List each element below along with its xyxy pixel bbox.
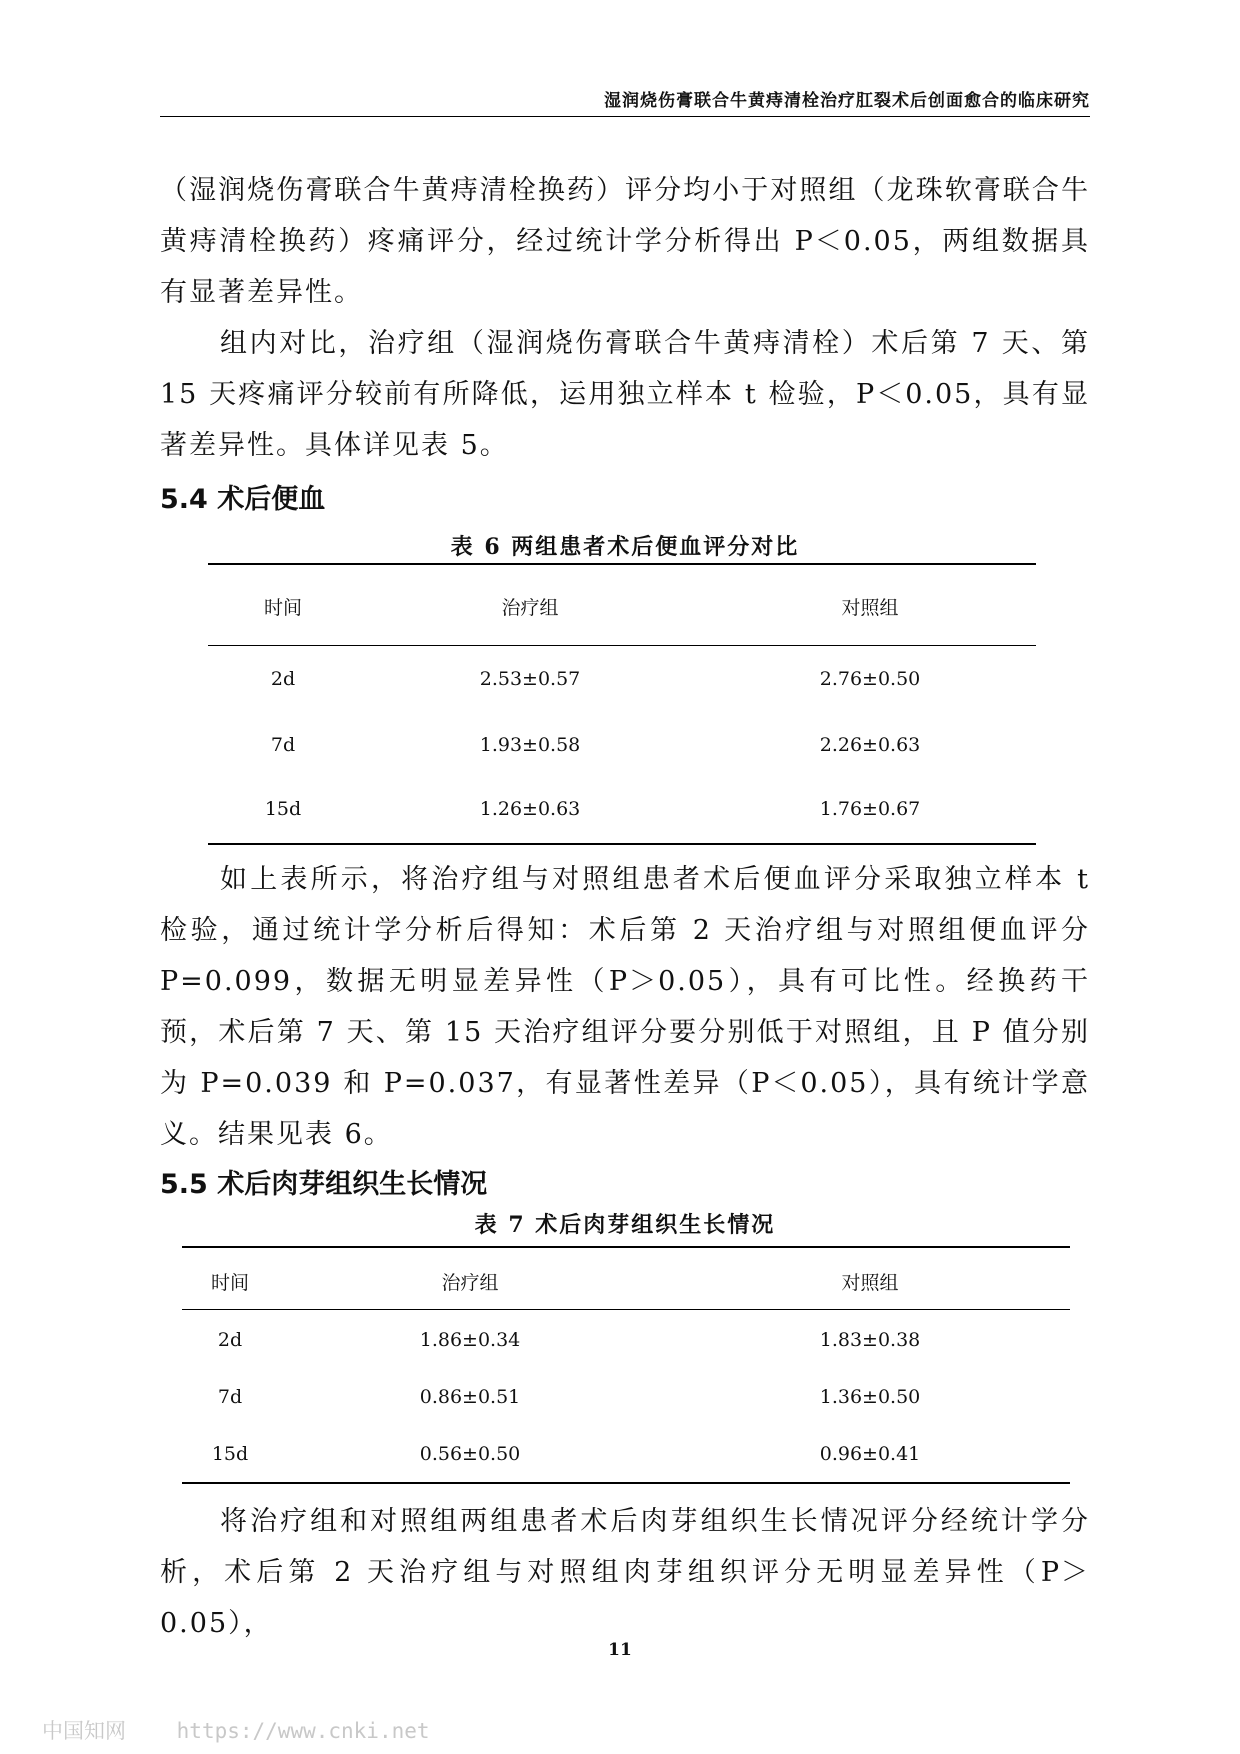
section-heading-5-4: 5.4 术后便血 xyxy=(160,484,326,515)
table-7-cell: 0.96±0.41 xyxy=(819,1443,921,1465)
table-6-header-rule xyxy=(208,645,1036,646)
header-rule xyxy=(160,116,1090,117)
table-7-header-control: 对照组 xyxy=(841,1272,899,1294)
table-7-cell: 1.83±0.38 xyxy=(819,1329,921,1351)
watermark-url: https://www.cnki.net xyxy=(176,1719,430,1743)
paragraph-1: （湿润烧伤膏联合牛黄痔清栓换药）评分均小于对照组（龙珠软膏联合牛黄痔清栓换药）疼痛评分，经过统计学分析得出 P＜0.05，两组数据具有显著差异性。 xyxy=(160,175,1090,308)
paragraph-2: 组内对比，治疗组（湿润烧伤膏联合牛黄痔清栓）术后第 7 天、第 15 天疼痛评分较前有所降低，运用独立样本 t 检验，P＜0.05，具有显著差异性。具体详见表 5。 xyxy=(160,328,1090,461)
cnki-watermark xyxy=(42,1715,430,1745)
table-6-cell: 1.93±0.58 xyxy=(479,734,581,756)
table-6-top-rule xyxy=(208,563,1036,565)
table-7-cell: 1.86±0.34 xyxy=(419,1329,521,1351)
table-7-bottom-rule xyxy=(182,1482,1070,1484)
table-7-header-treatment: 治疗组 xyxy=(441,1272,499,1294)
paragraph-4: 将治疗组和对照组两组患者术后肉芽组织生长情况评分经统计学分析，术后第 2 天治疗组与对照组肉芽组织评分无明显差异性（P＞0.05）， xyxy=(160,1506,1090,1639)
table-7-header-rule xyxy=(182,1309,1070,1310)
table-7-header-time: 时间 xyxy=(210,1272,249,1294)
table-7-caption: 表 7 术后肉芽组织生长情况 xyxy=(474,1212,776,1238)
table-7-cell: 7d xyxy=(217,1386,243,1408)
table-6-cell: 2.26±0.63 xyxy=(819,734,921,756)
table-7-cell: 15d xyxy=(211,1443,249,1465)
paragraph-3: 如上表所示，将治疗组与对照组患者术后便血评分采取独立样本 t 检验，通过统计学分析后得知：术后第 2 天治疗组与对照组便血评分 P=0.099，数据无明显差异性（P＞0.05），具有可比性。经换药干预，术后第 7 天、第 15 天治疗组评分要分别低于对照组，且 P 值分别为 P=0.039 和 P=0.037，有显著性差异（P＜0.05），具有统计学意义。结果见表 6。 xyxy=(160,864,1090,1150)
table-6-bottom-rule xyxy=(208,843,1036,845)
watermark-brand: 中国知网 xyxy=(42,1719,126,1743)
section-heading-5-5: 5.5 术后肉芽组织生长情况 xyxy=(160,1169,488,1200)
table-6-header-time: 时间 xyxy=(263,597,302,619)
table-6-cell: 1.76±0.67 xyxy=(819,798,921,820)
table-6-header-treatment: 治疗组 xyxy=(501,597,559,619)
table-6-cell: 2d xyxy=(270,668,296,690)
table-7-cell: 1.36±0.50 xyxy=(819,1386,921,1408)
table-6-header-control: 对照组 xyxy=(841,597,899,619)
running-title: 湿润烧伤膏联合牛黄痔清栓治疗肛裂术后创面愈合的临床研究 xyxy=(604,91,1090,111)
table-6-cell: 1.26±0.63 xyxy=(479,798,581,820)
table-6-cell: 15d xyxy=(264,798,302,820)
table-6-caption: 表 6 两组患者术后便血评分对比 xyxy=(450,534,800,560)
table-7-cell: 0.86±0.51 xyxy=(419,1386,521,1408)
table-7-top-rule xyxy=(182,1246,1070,1248)
page-number: 11 xyxy=(608,1640,632,1660)
table-6-cell: 2.76±0.50 xyxy=(819,668,921,690)
table-6-cell: 2.53±0.57 xyxy=(479,668,581,690)
table-7-cell: 2d xyxy=(217,1329,243,1351)
table-7-cell: 0.56±0.50 xyxy=(419,1443,521,1465)
table-6-cell: 7d xyxy=(270,734,296,756)
